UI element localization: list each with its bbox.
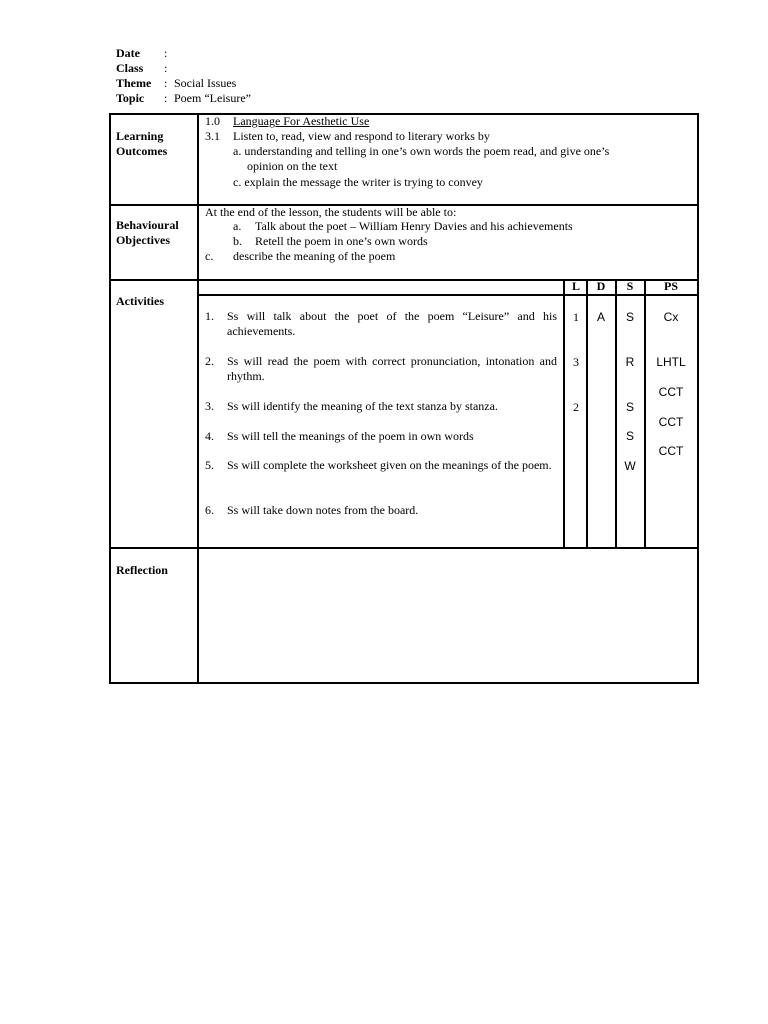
behavioural-objectives-label-line1: Behavioural — [116, 218, 179, 232]
outcome-number-2: 3.1 — [205, 129, 220, 143]
objective-text-b: Retell the poem in one’s own words — [255, 234, 428, 248]
outcome-statement: Listen to, read, view and respond to literary works by — [233, 129, 490, 143]
activity-text: Ss will read the poem with correct pronunciation, intonation and rhythm. — [227, 354, 557, 383]
ps-value: CCT — [658, 385, 684, 399]
date-label: Date — [116, 46, 140, 60]
topic-row — [116, 91, 251, 106]
l-value: 3 — [573, 355, 579, 369]
label-column-divider — [197, 113, 199, 684]
activity-number: 3. — [205, 399, 214, 413]
class-label: Class — [116, 61, 144, 75]
ps-value: CCT — [658, 444, 684, 458]
activity-text: Ss will take down notes from the board. — [227, 503, 419, 517]
activity-number: 4. — [205, 429, 214, 443]
activity-text: Ss will identify the meaning of the text stanza by stanza. — [227, 399, 498, 413]
outcome-number-1: 1.0 — [205, 114, 220, 128]
objective-text-c: describe the meaning of the poem — [233, 249, 396, 263]
table-border-left — [109, 113, 111, 684]
date-colon: : — [164, 46, 168, 60]
activity-number: 6. — [205, 503, 214, 517]
topic-label: Topic — [116, 91, 145, 105]
objective-text-a: Talk about the poet – William Henry Davies and his achievements — [255, 219, 573, 233]
column-header-l: L — [571, 279, 580, 293]
outcome-item-a-line2: opinion on the text — [247, 159, 338, 173]
outcome-title: Language For Aesthetic Use — [233, 114, 370, 128]
outcome-item-c: c. explain the message the writer is trying to convey — [233, 175, 483, 189]
s-value: S — [625, 400, 634, 414]
theme-colon: : — [164, 76, 168, 90]
d-value: A — [596, 310, 605, 324]
lesson-header — [116, 46, 251, 106]
learning-outcomes-label-line1: Learning — [116, 129, 164, 143]
objective-marker-a: a. — [233, 219, 242, 233]
theme-value: Social Issues — [174, 76, 237, 90]
learning-outcomes-label — [116, 129, 167, 159]
reflection-label: Reflection — [116, 563, 168, 577]
activity-number: 2. — [205, 354, 214, 368]
s-value: S — [625, 429, 634, 443]
l-value: 1 — [573, 310, 579, 324]
s-value: S — [625, 310, 634, 324]
behavioural-objectives-label-line2: Objectives — [116, 233, 170, 247]
column-header-s: S — [626, 279, 634, 293]
column-header-ps: PS — [663, 279, 678, 293]
l-value: 2 — [573, 400, 579, 414]
ps-value: Cx — [663, 310, 679, 324]
s-value: R — [625, 355, 635, 369]
theme-label: Theme — [116, 76, 152, 90]
topic-colon: : — [164, 91, 168, 105]
class-colon: : — [164, 61, 168, 75]
activity-text: Ss will tell the meanings of the poem in own words — [227, 429, 474, 443]
table-border-right — [697, 113, 699, 684]
outcome-item-a-line1: a. understanding and telling in one’s own words the poem read, and give one’s — [233, 144, 610, 158]
topic-value: Poem “Leisure” — [174, 91, 251, 105]
objective-marker-b: b. — [233, 234, 242, 248]
activity-number: 5. — [205, 458, 214, 472]
activity-text: Ss will talk about the poet of the poem “Leisure” and his achievements. — [227, 309, 557, 338]
column-header-d: D — [596, 279, 606, 293]
activity-number: 1. — [205, 309, 214, 323]
activities-label: Activities — [116, 294, 164, 308]
ps-value: LHTL — [656, 355, 686, 369]
ps-value: CCT — [658, 415, 684, 429]
class-row — [116, 61, 251, 76]
date-row — [116, 46, 251, 61]
behavioural-objectives-label — [116, 218, 179, 248]
lds-header-divider — [199, 294, 699, 296]
objective-marker-c: c. — [205, 249, 214, 263]
objectives-intro: At the end of the lesson, the students will be able to: — [205, 205, 457, 219]
activity-text: Ss will complete the worksheet given on the meanings of the poem. — [227, 458, 552, 472]
theme-row — [116, 76, 251, 91]
s-value: W — [624, 459, 636, 473]
learning-outcomes-label-line2: Outcomes — [116, 144, 168, 158]
